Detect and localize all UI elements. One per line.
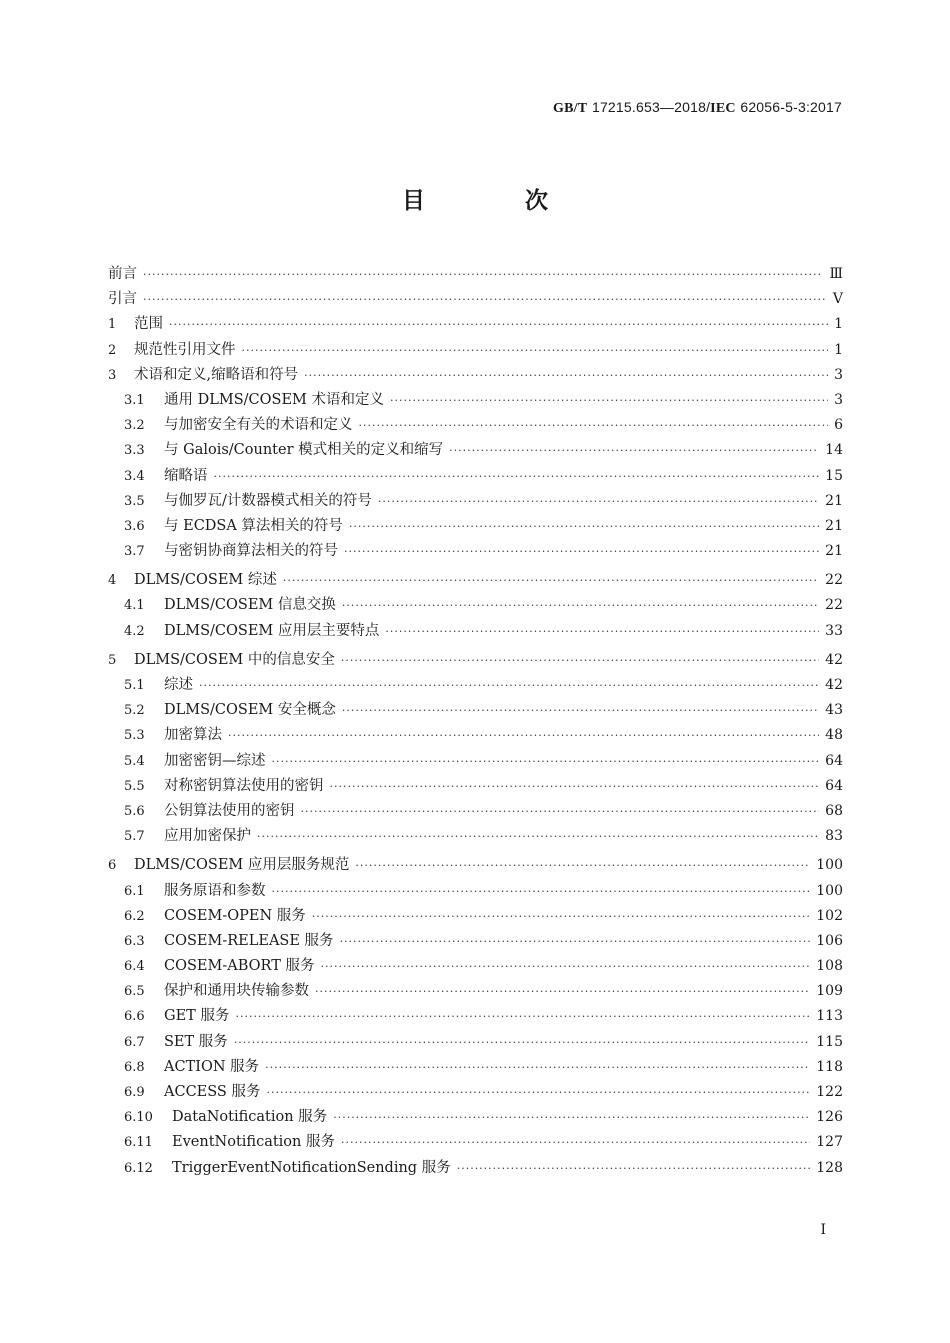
toc-entry-page: 3 bbox=[834, 366, 843, 383]
toc-entry-title: DLMS/COSEM 应用层主要特点 bbox=[164, 622, 380, 639]
toc-entry-page: 108 bbox=[816, 958, 843, 975]
toc-entry[interactable] bbox=[108, 648, 843, 673]
toc-entry-page: 21 bbox=[825, 492, 843, 509]
toc-entry-page: 115 bbox=[816, 1033, 843, 1050]
toc-entry-title: 与伽罗瓦/计数器模式相关的符号 bbox=[164, 492, 372, 509]
standard-code: GB/T bbox=[553, 101, 588, 116]
iec-number: 62056-5-3:2017 bbox=[740, 99, 842, 115]
toc-entry[interactable] bbox=[108, 1130, 843, 1155]
toc-entry-number: 3.7 bbox=[124, 544, 145, 560]
toc-entry-number: 5.5 bbox=[124, 778, 145, 794]
toc-entry-number: 6.3 bbox=[124, 933, 145, 949]
toc-entry-title: 综述 bbox=[164, 677, 193, 693]
toc-entry-number: 6.8 bbox=[124, 1059, 145, 1075]
toc-entry-number: 6.1 bbox=[124, 883, 145, 899]
toc-entry-number: 3.4 bbox=[124, 468, 145, 484]
toc-entry-page: 100 bbox=[816, 857, 843, 874]
toc-entry-title: 服务原语和参数 bbox=[164, 882, 266, 899]
toc-entry-number: 5.2 bbox=[124, 703, 145, 719]
dot-leader bbox=[301, 805, 820, 818]
toc-entry[interactable] bbox=[108, 539, 843, 564]
toc-entry-title: COSEM-OPEN 服务 bbox=[164, 907, 306, 924]
dot-leader bbox=[312, 910, 810, 923]
toc-entry[interactable] bbox=[108, 824, 843, 849]
toc-entry-page: 6 bbox=[834, 417, 843, 434]
toc-entry-number: 6.2 bbox=[124, 908, 145, 924]
dot-leader bbox=[234, 1036, 810, 1049]
toc-entry-title: SET 服务 bbox=[164, 1033, 228, 1050]
document-header bbox=[553, 99, 842, 117]
toc-entry[interactable] bbox=[108, 799, 843, 824]
dot-leader bbox=[257, 830, 819, 843]
toc-entry-number: 5.6 bbox=[124, 803, 145, 819]
toc-entry-title: 与密钥协商算法相关的符号 bbox=[164, 543, 338, 560]
toc-entry[interactable] bbox=[108, 514, 843, 539]
toc-entry[interactable] bbox=[108, 363, 843, 388]
toc-entry-title: 与 ECDSA 算法相关的符号 bbox=[164, 517, 343, 534]
dot-leader bbox=[333, 1111, 810, 1124]
toc-entry-number: 5.1 bbox=[124, 678, 145, 693]
page-number: I bbox=[820, 1222, 826, 1238]
dot-leader bbox=[228, 729, 819, 742]
toc-entry-title: 保护和通用块传输参数 bbox=[164, 983, 309, 1000]
toc-entry-title: 范围 bbox=[134, 316, 163, 333]
dot-leader bbox=[390, 394, 828, 407]
toc-entry-title: DLMS/COSEM 安全概念 bbox=[164, 702, 336, 719]
toc-entry[interactable] bbox=[108, 593, 843, 618]
dot-leader bbox=[378, 495, 819, 508]
toc-entry[interactable] bbox=[108, 698, 843, 723]
toc-entry-number: 3.3 bbox=[124, 443, 145, 459]
toc-entry[interactable] bbox=[108, 749, 843, 774]
dot-leader bbox=[341, 1136, 810, 1149]
toc-entry-page: 15 bbox=[825, 467, 843, 484]
toc-entry[interactable] bbox=[108, 312, 843, 337]
toc-entry[interactable] bbox=[108, 338, 843, 363]
toc-entry-page: 128 bbox=[816, 1159, 843, 1176]
toc-entry[interactable] bbox=[108, 1105, 843, 1130]
dot-leader bbox=[341, 654, 819, 667]
toc-entry-page: 22 bbox=[825, 597, 843, 614]
dot-leader bbox=[266, 1086, 810, 1099]
toc-entry-number: 6.7 bbox=[124, 1034, 145, 1050]
toc-entry-page: 3 bbox=[834, 391, 843, 408]
toc-entry-number: 5.3 bbox=[124, 728, 145, 744]
toc-entry-number: 2 bbox=[108, 342, 117, 358]
toc-entry-page: 33 bbox=[825, 622, 843, 639]
toc-entry[interactable] bbox=[108, 262, 843, 287]
dot-leader bbox=[342, 599, 819, 612]
toc-entry-page: 127 bbox=[816, 1134, 843, 1151]
toc-entry-title: ACTION 服务 bbox=[164, 1058, 260, 1075]
dot-leader bbox=[449, 444, 819, 457]
toc-entry-number: 3 bbox=[108, 367, 117, 383]
toc-entry-number: 4.2 bbox=[124, 623, 145, 639]
toc-entry-title: COSEM-RELEASE 服务 bbox=[164, 932, 334, 949]
toc-entry-page: 83 bbox=[825, 828, 843, 845]
toc-entry-title: COSEM-ABORT 服务 bbox=[164, 958, 315, 975]
toc-entry[interactable] bbox=[108, 1030, 843, 1055]
toc-entry-number: 6 bbox=[108, 858, 117, 874]
toc-entry[interactable] bbox=[108, 673, 843, 698]
toc-entry-number: 6.12 bbox=[124, 1160, 153, 1176]
dot-leader bbox=[272, 755, 820, 768]
toc-entry[interactable] bbox=[108, 438, 843, 463]
toc-entry-page: Ⅲ bbox=[829, 266, 843, 282]
toc-entry-title: 加密算法 bbox=[164, 727, 222, 744]
toc-entry-title: DLMS/COSEM 中的信息安全 bbox=[134, 651, 335, 668]
toc-entry[interactable] bbox=[108, 929, 843, 954]
toc-entry-title: GET 服务 bbox=[164, 1008, 230, 1025]
toc-entry-number: 6.5 bbox=[124, 984, 145, 1000]
toc-entry-page: 42 bbox=[825, 677, 843, 693]
toc-entry-page: 100 bbox=[816, 882, 843, 899]
toc-entry[interactable] bbox=[108, 879, 843, 904]
toc-entry-title: 引言 bbox=[108, 291, 137, 308]
dot-leader bbox=[214, 470, 820, 483]
toc-entry-number: 1 bbox=[108, 317, 117, 333]
toc-entry-number: 6.11 bbox=[124, 1135, 153, 1151]
toc-entry-number: 5.7 bbox=[124, 829, 145, 845]
dot-leader bbox=[304, 369, 828, 382]
toc-entry-page: 14 bbox=[825, 442, 843, 459]
iec-code: IEC bbox=[710, 101, 736, 116]
dot-leader bbox=[355, 859, 810, 872]
toc-entry-number: 5.4 bbox=[124, 753, 145, 769]
toc-entry-number: 5 bbox=[108, 652, 117, 668]
toc-entry-number: 3.5 bbox=[124, 493, 145, 509]
dot-leader bbox=[349, 520, 819, 533]
toc-entry[interactable] bbox=[108, 619, 843, 644]
toc-entry-title: TriggerEventNotificationSending 服务 bbox=[172, 1159, 451, 1176]
toc-entry-title: DLMS/COSEM 信息交换 bbox=[164, 597, 336, 614]
dot-leader bbox=[330, 780, 820, 793]
toc-entry[interactable] bbox=[108, 413, 843, 438]
dot-leader bbox=[342, 704, 819, 717]
dot-leader bbox=[143, 293, 827, 306]
toc-entry-title: 加密密钥—综述 bbox=[164, 752, 266, 769]
dot-leader bbox=[265, 1061, 810, 1074]
toc-entry-title: 术语和定义,缩略语和符号 bbox=[134, 366, 299, 383]
toc-entry-number: 3.1 bbox=[124, 392, 145, 408]
toc-entry[interactable] bbox=[108, 388, 843, 413]
dot-leader bbox=[359, 419, 829, 432]
toc-entry[interactable] bbox=[108, 954, 843, 979]
dot-leader bbox=[235, 1010, 810, 1023]
dot-leader bbox=[340, 935, 811, 948]
toc-entry-number: 6.4 bbox=[124, 959, 145, 975]
toc-entry-page: 43 bbox=[825, 702, 843, 719]
toc-entry-page: 122 bbox=[816, 1084, 843, 1100]
toc-entry-title: 规范性引用文件 bbox=[134, 341, 236, 358]
toc-entry[interactable] bbox=[108, 1004, 843, 1029]
toc-entry-page: 109 bbox=[816, 983, 843, 1000]
dot-leader bbox=[169, 318, 828, 331]
toc-entry[interactable] bbox=[108, 904, 843, 929]
toc-entry-page: 42 bbox=[825, 651, 843, 668]
toc-entry-page: 118 bbox=[816, 1058, 843, 1075]
toc-entry-page: 21 bbox=[825, 517, 843, 534]
toc-entry[interactable] bbox=[108, 287, 843, 312]
toc-entry-number: 6.6 bbox=[124, 1009, 145, 1025]
toc-entry[interactable] bbox=[108, 1055, 843, 1080]
toc-entry-page: 64 bbox=[825, 777, 843, 794]
toc-entry-page: 22 bbox=[825, 572, 843, 589]
toc-entry-title: DataNotification 服务 bbox=[172, 1109, 328, 1126]
toc-entry[interactable] bbox=[108, 464, 843, 489]
dot-leader bbox=[283, 574, 819, 587]
toc-entry-number: 6.9 bbox=[124, 1085, 145, 1100]
toc-entry-number: 3.6 bbox=[124, 518, 145, 534]
toc-entry-page: Ⅴ bbox=[832, 291, 843, 308]
toc-entry-page: 106 bbox=[816, 932, 843, 949]
toc-entry-title: 缩略语 bbox=[164, 467, 208, 484]
dot-leader bbox=[320, 960, 810, 973]
toc-entry-title: 应用加密保护 bbox=[164, 828, 251, 845]
toc-entry-page: 68 bbox=[825, 802, 843, 819]
dot-leader bbox=[385, 625, 819, 638]
toc-entry-page: 21 bbox=[825, 543, 843, 560]
page-title: 目 次 bbox=[401, 188, 594, 214]
toc-entry-number: 6.10 bbox=[124, 1110, 153, 1126]
toc-entry-page: 102 bbox=[816, 907, 843, 924]
toc-entry-page: 48 bbox=[825, 727, 843, 744]
toc-entry-page: 1 bbox=[834, 316, 843, 333]
toc-entry-page: 64 bbox=[825, 752, 843, 769]
toc-entry[interactable] bbox=[108, 1080, 843, 1105]
toc-entry-number: 4.1 bbox=[124, 598, 145, 614]
dot-leader bbox=[143, 268, 823, 281]
toc-entry[interactable] bbox=[108, 774, 843, 799]
toc-entry-number: 4 bbox=[108, 573, 117, 589]
dot-leader bbox=[315, 985, 810, 998]
toc-entry[interactable] bbox=[108, 1156, 843, 1181]
toc-entry-title: 对称密钥算法使用的密钥 bbox=[164, 777, 324, 794]
toc-entry-number: 3.2 bbox=[124, 418, 145, 434]
toc-entry-page: 126 bbox=[816, 1109, 843, 1126]
dot-leader bbox=[272, 885, 811, 898]
toc-entry-title: 与 Galois/Counter 模式相关的定义和缩写 bbox=[164, 442, 444, 459]
toc-entry-page: 1 bbox=[834, 341, 843, 358]
toc-entry[interactable] bbox=[108, 568, 843, 593]
toc-entry-title: 前言 bbox=[108, 266, 137, 282]
dot-leader bbox=[457, 1162, 811, 1175]
toc-entry-title: DLMS/COSEM 综述 bbox=[134, 572, 277, 589]
toc-entry-title: 通用 DLMS/COSEM 术语和定义 bbox=[164, 391, 384, 408]
toc-entry-title: 公钥算法使用的密钥 bbox=[164, 802, 295, 819]
toc-entry[interactable] bbox=[108, 853, 843, 878]
toc-entry[interactable] bbox=[108, 489, 843, 514]
toc-entry-title: ACCESS 服务 bbox=[164, 1084, 261, 1100]
toc-entry-page: 113 bbox=[816, 1008, 843, 1025]
dot-leader bbox=[344, 545, 819, 558]
toc-entry-title: DLMS/COSEM 应用层服务规范 bbox=[134, 857, 350, 874]
toc-entry-title: EventNotification 服务 bbox=[172, 1134, 335, 1151]
dot-leader bbox=[242, 344, 829, 357]
table-of-contents bbox=[108, 262, 843, 1181]
dot-leader bbox=[199, 679, 819, 692]
toc-entry[interactable] bbox=[108, 723, 843, 748]
toc-entry[interactable] bbox=[108, 979, 843, 1004]
toc-entry-title: 与加密安全有关的术语和定义 bbox=[164, 417, 353, 434]
standard-number: 17215.653—2018/ bbox=[591, 99, 711, 115]
